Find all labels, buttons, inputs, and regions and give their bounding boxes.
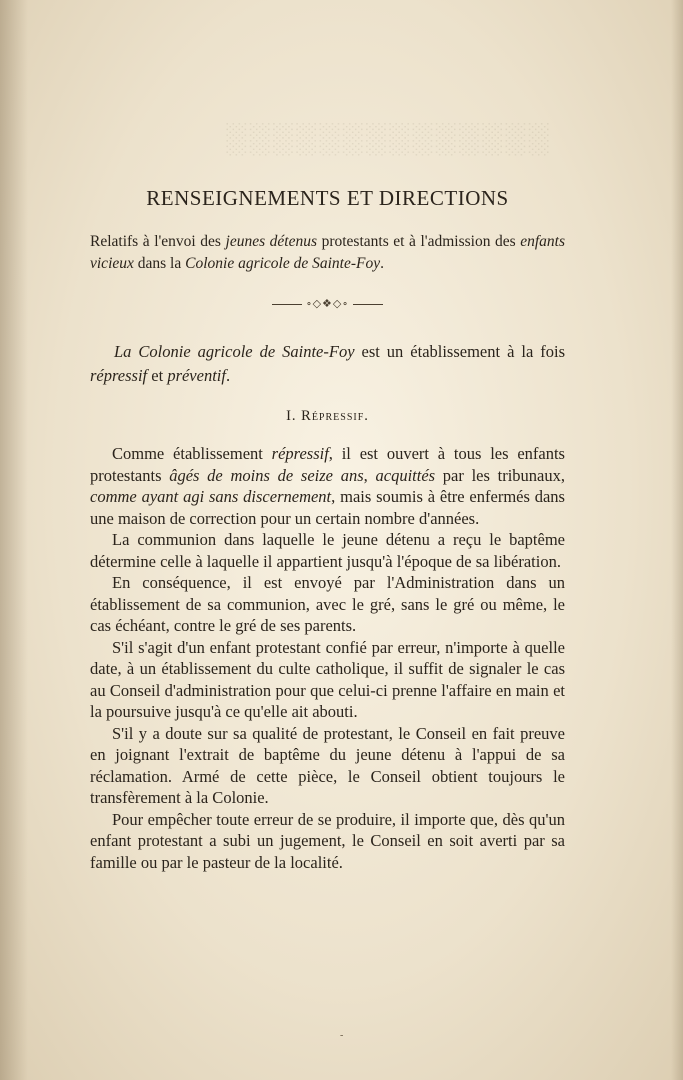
text-run: protestants et à l'admission des <box>317 233 521 250</box>
italic-text: préventif <box>167 366 226 385</box>
text-run: . <box>225 366 231 385</box>
ornament-rule-left <box>272 304 302 305</box>
intro-paragraph <box>90 340 565 388</box>
ornament-divider <box>90 297 565 310</box>
italic-text: La Colonie agricole de Sainte-Foy <box>114 342 355 361</box>
paragraph <box>90 572 565 637</box>
text-run: S'il s'agit d'un enfant protestant confié par erreur, n'importe à quelle date, à un établissement du culte catholique, il suffit de signaler le cas au Conseil d'administration pour que celui-ci prenne l'affaire en main et la poursuive jusqu'à ce qu'elle ait abouti. <box>90 637 565 721</box>
text-run: En conséquence, il est envoyé par l'Administration dans un établissement de sa communion, avec le gré, sans le gré ou même, le cas échéant, contre le gré de ses parents. <box>90 573 565 635</box>
text-run: , mais soumis à être enfermés dans une maison de correction pour un certain nombre d'années. <box>90 487 565 528</box>
text-run: . <box>380 255 384 272</box>
paragraph <box>90 637 565 723</box>
italic-text: enfants vicieux <box>90 233 565 272</box>
ornament-glyph: ∘◇❖◇∘ <box>306 298 349 310</box>
italic-text: acquittés <box>375 465 436 485</box>
section-number: I. <box>286 408 302 424</box>
text-run: Comme établissement <box>112 444 272 463</box>
italic-text: jeunes détenus <box>225 233 318 250</box>
paragraph <box>90 529 565 572</box>
text-run: dans la <box>133 255 186 272</box>
page-title: RENSEIGNEMENTS ET DIRECTIONS <box>146 186 509 210</box>
subtitle <box>90 231 565 275</box>
italic-text: comme ayant agi sans discernement <box>90 487 332 506</box>
page-content <box>90 186 565 873</box>
body-text <box>90 443 565 873</box>
italic-text: âgés de moins de seize ans <box>169 465 364 485</box>
text-run: Relatifs à l'envoi des <box>90 233 226 250</box>
text-run: , <box>363 465 376 485</box>
text-run: par les tribunaux, <box>435 465 566 485</box>
text-run: est un établissement à la fois <box>354 342 565 361</box>
paragraph <box>90 809 565 874</box>
show-through-text: ░░░░░░░░░░░░░░ <box>224 122 550 155</box>
text-run: , il est ouvert à tous les enfants protestants <box>90 444 565 485</box>
paragraph <box>90 723 565 809</box>
paragraph <box>90 443 565 529</box>
italic-text: répressif <box>271 444 329 463</box>
page-mark: - <box>340 1030 344 1041</box>
ornament-rule-right <box>353 304 383 305</box>
text-run: Pour empêcher toute erreur de se produire, il importe que, dès qu'un enfant protestant a subi un jugement, le Conseil en soit averti par sa famille ou par le pasteur de la localité. <box>90 809 565 872</box>
text-run: S'il y a doute sur sa qualité de protestant, le Conseil en fait preuve en joignant l'extrait de baptême du jeune détenu à l'appui de sa réclamation. Armé de cette pièce, le Conseil obtient toujours le transfèrement à la Colonie. <box>90 723 565 807</box>
italic-text: répressif <box>90 366 148 385</box>
section-title: Répressif. <box>301 408 369 424</box>
section-heading <box>90 408 565 425</box>
italic-text: Colonie agricole de Sainte-Foy <box>185 255 381 272</box>
text-run: et <box>147 366 168 385</box>
text-run: La communion dans laquelle le jeune détenu a reçu le baptême détermine celle à laquelle il appartient jusqu'à l'époque de sa libération. <box>90 530 565 571</box>
